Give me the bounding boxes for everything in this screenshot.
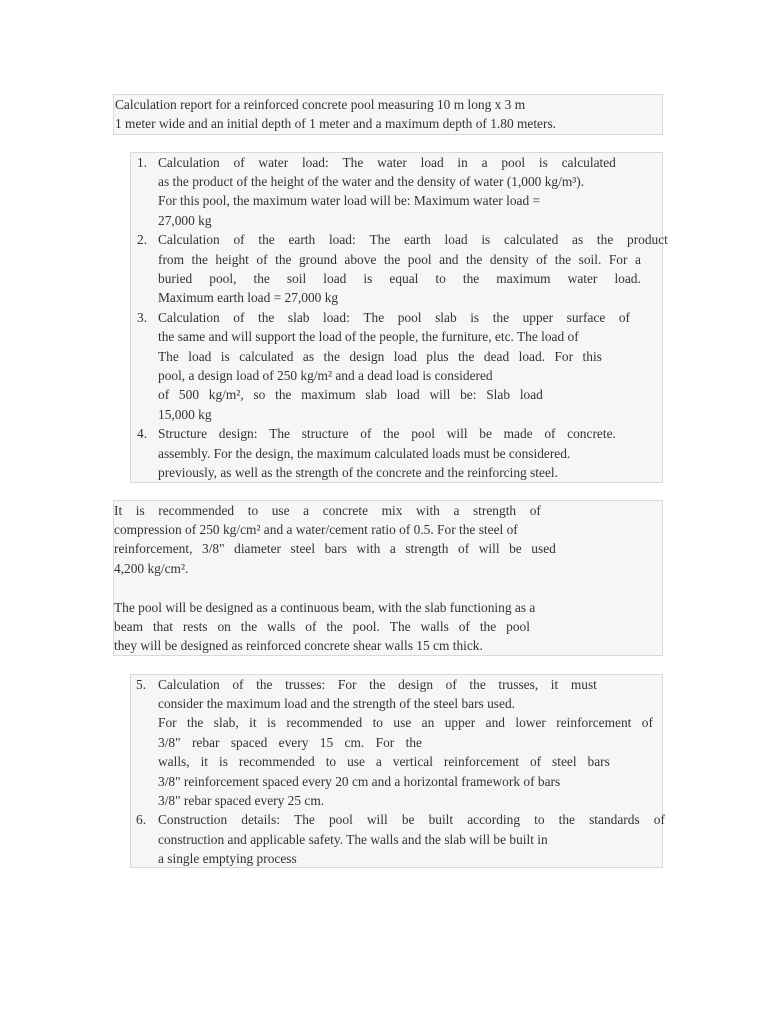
paragraph-line: reinforcement, 3/8" diameter steel bars with a strength of will be used: [114, 541, 556, 557]
list-item-line: assembly. For the design, the maximum calculated loads must be considered.: [158, 445, 571, 461]
list-item-line: The load is calculated as the design load plus the dead load. For this: [158, 348, 602, 364]
report-title-line-2: 1 meter wide and an initial depth of 1 meter and a maximum depth of 1.80 meters.: [115, 116, 557, 131]
list-item-line: pool, a design load of 250 kg/m² and a dead load is considered: [158, 367, 493, 383]
list-item-line: Calculation of water load: The water load in a pool is calculated: [158, 154, 616, 170]
list-item-line: of 500 kg/m², so the maximum slab load will be: Slab load: [158, 387, 543, 403]
paragraph-line: they will be designed as reinforced concrete shear walls 15 cm thick.: [114, 638, 483, 654]
list-item-line: as the product of the height of the water and the density of water (1,000 kg/m³).: [158, 173, 585, 189]
list-item-line: Structure design: The structure of the pool will be made of concrete.: [158, 426, 616, 442]
paragraph-line: beam that rests on the walls of the pool. The walls of the pool: [114, 618, 530, 634]
list-item-line: a single emptying process: [158, 851, 297, 867]
list-item-number: 2.: [137, 232, 148, 248]
list-item-line: Maximum earth load = 27,000 kg: [158, 290, 339, 306]
list-item-line: 3/8" rebar spaced every 25 cm.: [158, 792, 325, 808]
list-item-line: 15,000 kg: [158, 406, 212, 422]
list-item-line: For this pool, the maximum water load will be: Maximum water load =: [158, 193, 541, 209]
list-item-line: Calculation of the trusses: For the design of the trusses, it must: [158, 676, 597, 692]
list-item-line: Construction details: The pool will be built according to the standards of: [158, 812, 665, 828]
list-item-number: 4.: [137, 426, 148, 442]
list-item-line: Calculation of the earth load: The earth load is calculated as the product: [158, 232, 668, 248]
list-item-line: walls, it is recommended to use a vertical reinforcement of steel bars: [158, 754, 610, 770]
list-item-number: 5.: [136, 676, 147, 692]
paragraph-line: 4,200 kg/cm².: [114, 560, 189, 576]
list-item-line: For the slab, it is recommended to use an upper and lower reinforcement of: [158, 715, 653, 731]
list-item-line: Calculation of the slab load: The pool slab is the upper surface of: [158, 309, 630, 325]
list-item-line: previously, as well as the strength of the concrete and the reinforcing steel.: [158, 464, 558, 480]
list-item-number: 3.: [137, 309, 148, 325]
report-title-line-1: Calculation report for a reinforced concrete pool measuring 10 m long x 3 m: [115, 97, 526, 112]
list-item-line: consider the maximum load and the strength of the steel bars used.: [158, 695, 515, 711]
list-item-line: from the height of the ground above the pool and the density of the soil. For a: [158, 251, 641, 267]
list-item-line: the same and will support the load of the people, the furniture, etc. The load of: [158, 329, 579, 345]
list-item-line: 3/8" rebar spaced every 15 cm. For the: [158, 734, 422, 750]
report-title-box: [113, 94, 663, 135]
list-item-number: 6.: [136, 812, 147, 828]
list-item-line: 3/8" reinforcement spaced every 20 cm and a horizontal framework of bars: [158, 773, 561, 789]
list-item-line: construction and applicable safety. The walls and the slab will be built in: [158, 831, 548, 847]
list-item-line: buried pool, the soil load is equal to the maximum water load.: [158, 270, 641, 286]
paragraph-line: It is recommended to use a concrete mix with a strength of: [114, 502, 541, 518]
list-item-line: 27,000 kg: [158, 212, 212, 228]
list-item-number: 1.: [137, 154, 148, 170]
paragraph-line: The pool will be designed as a continuous beam, with the slab functioning as a: [114, 599, 536, 615]
paragraph-line: compression of 250 kg/cm² and a water/cement ratio of 0.5. For the steel of: [114, 521, 518, 537]
